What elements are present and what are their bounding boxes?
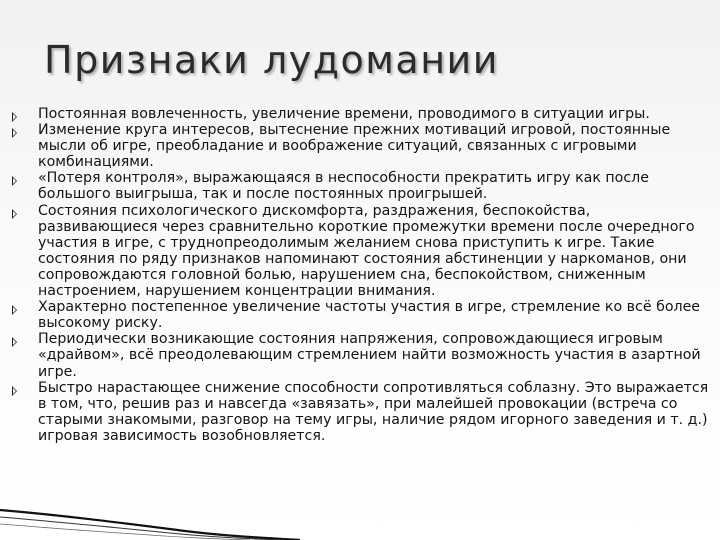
- bullet-item: [12, 122, 712, 170]
- slide-title: Признаки лудомании: [44, 38, 499, 82]
- arrow-bullet-icon: [12, 386, 17, 396]
- arrow-bullet-icon: [12, 209, 17, 219]
- bullet-item: [12, 106, 712, 122]
- bullet-text: Периодически возникающие состояния напряжения, сопровождающиеся игровым «драйвом», всё преодолевающим стремлением найти возможность участия в азартной игре.: [38, 331, 701, 380]
- bullet-text: Быстро нарастающее снижение способности сопротивляться соблазну. Это выражается в том, что, решив раз и навсегда «завязать», при малейшей провокации (встреча со старыми знакомыми, разговор на тему игры, наличие рядом игорного заведения и т. д.) игровая зависимость возобновляется.: [38, 379, 709, 444]
- bullet-item: [12, 203, 712, 300]
- bullet-text: Постоянная вовлеченность, увеличение времени, проводимого в ситуации игры.: [38, 106, 650, 122]
- arrow-bullet-icon: [12, 112, 17, 122]
- arrow-bullet-icon: [12, 176, 17, 186]
- corner-swoosh-decoration: [0, 470, 330, 540]
- arrow-bullet-icon: [12, 128, 17, 138]
- arrow-bullet-icon: [12, 337, 17, 347]
- bullet-item: [12, 331, 712, 379]
- arrow-bullet-icon: [12, 305, 17, 315]
- bullet-text: Характерно постепенное увеличение частоты участия в игре, стремление ко всё более высокому риску.: [38, 299, 701, 332]
- bullet-item: [12, 380, 712, 444]
- bullet-text: Состояния психологического дискомфорта, раздражения, беспокойства, развивающиеся через сравнительно короткие промежутки времени после очередного участия в игре, с труднопреодолимым желанием снова приступить к игре. Такие состояния по ряду признаков напоминают состояния абстиненции у наркоманов, они сопровождаются головной болью, нарушением сна, беспокойством, сниженным настроением, нарушением концентрации внимания.: [38, 202, 695, 300]
- bullet-text: Изменение круга интересов, вытеснение прежних мотиваций игровой, постоянные мысли об игре, преобладание и воображение ситуаций, связанных с игровыми комбинациями.: [38, 122, 671, 171]
- bullet-item: [12, 170, 712, 202]
- bullet-list: [12, 106, 712, 444]
- bullet-item: [12, 299, 712, 331]
- bullet-text: «Потеря контроля», выражающаяся в неспособности прекратить игру как после большого выигрыша, так и после постоянных проигрышей.: [38, 170, 649, 203]
